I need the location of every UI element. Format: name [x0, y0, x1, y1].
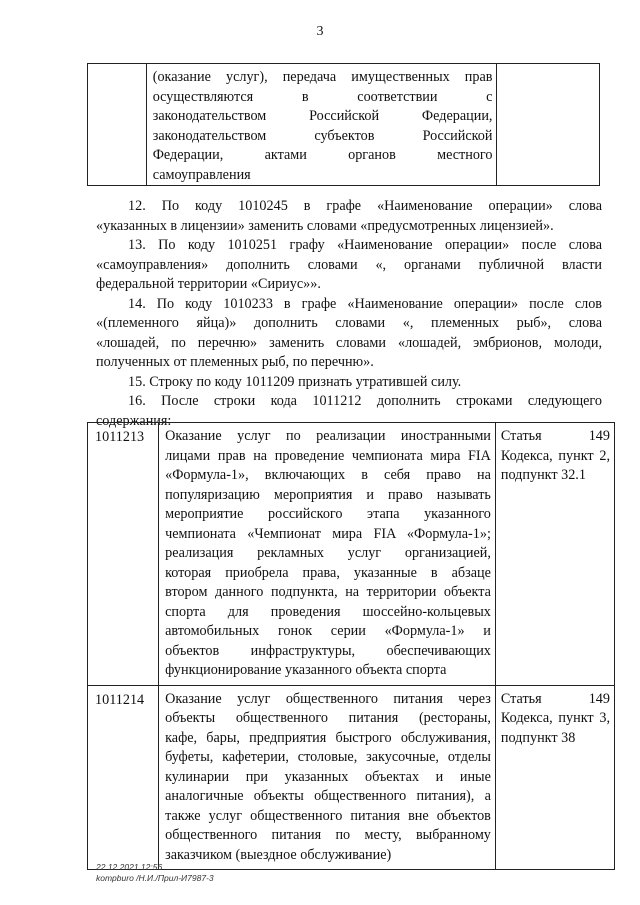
text-line: реализация рекламных услуг организацией, [165, 545, 491, 561]
text-line: аналогичные объекты общественного питания), а [165, 788, 491, 804]
paragraph-line: 14. По коду 1010233 в графе «Наименование операции» после слов [128, 295, 602, 312]
continued-table [87, 63, 600, 186]
operation-code: 1011214 [88, 685, 159, 870]
text-line: чемпионата «Чемпионат мира FIA «Формула-1»; [165, 525, 491, 542]
text-line: подпункт 38 [500, 729, 576, 746]
text-line: законодательством Российской Федерации, [152, 108, 493, 124]
text-line: кафе, бары, предприятия быстрого обслуживания, [165, 729, 491, 746]
text-line: общественного питания по месту, выбранному [165, 827, 491, 843]
text-line: Статья 149 [500, 428, 610, 444]
paragraph-line: «указанных в лицензии» заменить словами «предусмотренных лицензией». [96, 217, 554, 234]
text-line: функционирование указанного объекта спорта [165, 662, 447, 678]
paragraph-line: 15. Строку по коду 1011209 признать утратившей силу. [128, 373, 462, 390]
new-rows-table [87, 422, 615, 870]
reference-cell [497, 64, 600, 186]
paragraph-line: 16. После строки кода 1011212 дополнить строками следующего [128, 393, 602, 409]
text-line: втором данного подпункта, на территории объекта [165, 584, 491, 600]
paragraph [96, 373, 602, 393]
text-line: кулинарии при указанных объектах и иные [165, 768, 491, 785]
code-reference [495, 423, 614, 686]
operation-description [159, 423, 496, 686]
paragraph-line: содержания: [96, 412, 172, 429]
operation-text [153, 68, 493, 185]
footer [96, 862, 214, 884]
text-line: подпункт 32.1 [500, 467, 586, 483]
paragraph-line: 13. По коду 1010251 графу «Наименование операции» после слова [128, 237, 602, 253]
code-cell [88, 64, 147, 186]
text-line: Кодекса, пункт 2, [500, 447, 610, 464]
operation-description [159, 685, 496, 870]
text-line: Статья 149 [500, 690, 610, 707]
footer-date: 22.12.2021 12:56 [96, 862, 163, 872]
table-row [88, 64, 600, 186]
paragraph-line: федеральной территории «Сириус»». [96, 276, 321, 292]
text-line: «Формула-1», включающих в себя право на [165, 467, 491, 483]
paragraph [96, 236, 602, 295]
footer-ref: kompburo /Н.И./Прил-И7987-3 [96, 873, 214, 883]
text-line: лицами прав на проведение чемпионата мира FIA [165, 447, 491, 464]
text-line: объекты общественного питания (рестораны, [165, 710, 491, 726]
code-reference [495, 685, 614, 870]
text-line: спорта для проведения шоссейно-кольцевых [165, 603, 491, 620]
text-line: Федерации, актами органов местного [152, 147, 493, 163]
text-line: самоуправления [152, 166, 251, 183]
paragraph-line: «(племенного яйца)» дополнить словами «, племенных рыб», слова [96, 315, 602, 331]
text-line: объектов инфраструктуры, обеспечивающих [165, 642, 491, 659]
amendment-paragraphs [96, 197, 602, 431]
page-number: 3 [316, 24, 324, 39]
paragraph-line: «лошадей, по перечню» заменить словами «лошадей, эмбрионов, молоди, [96, 334, 602, 351]
paragraph-line: полученных от племенных рыб, по перечню». [96, 354, 374, 370]
table-row [88, 685, 615, 870]
text-line: законодательством субъектов Российской [152, 127, 493, 144]
text-line: Оказание услуг по реализации иностранными [165, 428, 491, 444]
text-line: также услуг общественного питания вне объектов [165, 807, 491, 824]
paragraph [96, 197, 602, 236]
paragraph-line: «самоуправления» дополнить словами «, органами публичной власти [96, 256, 602, 273]
text-line: заказчиком (выездное обслуживание) [165, 846, 392, 863]
paragraph-line: 12. По коду 1010245 в графе «Наименование операции» слова [128, 198, 602, 214]
text-line: осуществляются в соответствии с [152, 88, 493, 105]
text-line: Оказание услуг общественного питания через [165, 690, 491, 707]
text-line: мероприятие российского этапа указанного [165, 506, 491, 522]
table-row [88, 423, 615, 686]
text-line: (оказание услуг), передача имущественных прав [152, 69, 493, 85]
text-line: автомобильных гонок серии «Формула-1» и [165, 623, 491, 639]
operation-cell [146, 64, 497, 186]
text-line: Кодекса, пункт 3, [500, 710, 610, 726]
operation-code: 1011213 [88, 423, 159, 686]
paragraph [96, 295, 602, 373]
text-line: популяризацию мероприятия и право называть [165, 486, 491, 503]
text-line: буфеты, кафетерии, столовые, закусочные, отделы [165, 749, 491, 765]
text-line: которая приобрела права, указанные в абзаце [165, 564, 491, 581]
